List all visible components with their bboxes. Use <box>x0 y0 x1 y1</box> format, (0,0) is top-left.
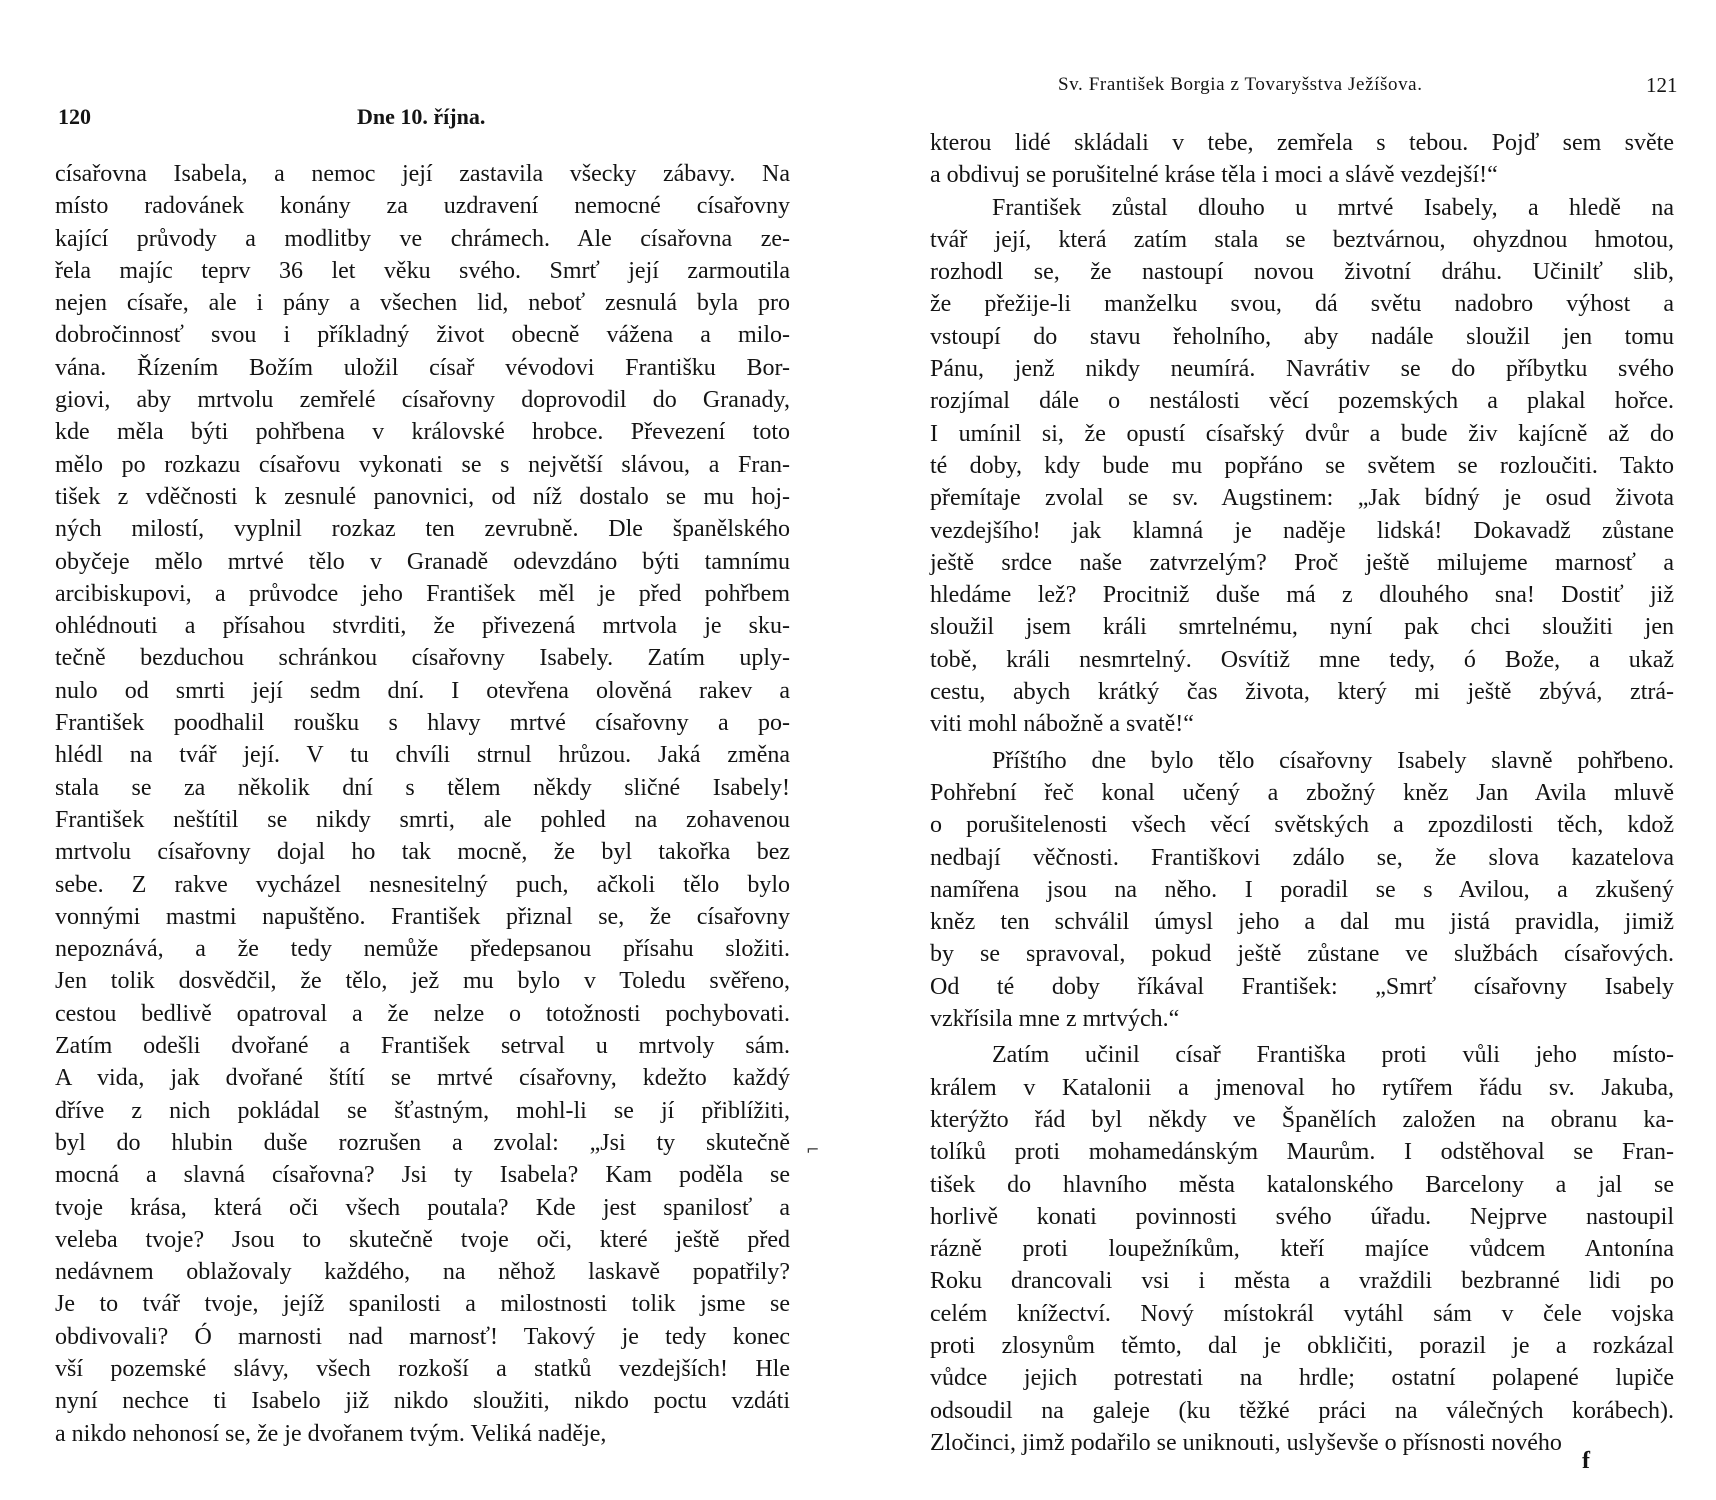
text-line: ohlédnouti a přísahou stvrditi, že přivezená mrtvola je sku- <box>55 613 790 640</box>
text-line: namířena jsou na něho. I poradil se s Avilou, a zkušený <box>930 876 1674 903</box>
text-line: tišek do hlavního města katalonského Barcelony a jal se <box>930 1171 1674 1198</box>
text-line: horlivě konati povinnosti svého úřadu. Nejprve nastoupil <box>930 1203 1674 1230</box>
text-line: rozhodl se, že nastoupí novou životní dráhu. Učinilť slib, <box>930 259 1674 286</box>
text-line: A vida, jak dvořané štítí se mrtvé císařovny, kdežto každý <box>55 1065 790 1092</box>
right-page <box>858 0 1716 1500</box>
margin-mark-icon: ⌐ <box>806 1140 820 1159</box>
text-line: celém knížectví. Nový místokrál vytáhl sám v čele vojska <box>930 1300 1674 1327</box>
text-line: Od té doby říkával František: „Smrť císařovny Isabely <box>930 973 1674 1000</box>
text-line: králem v Katalonii a jmenoval ho rytířem řádu sv. Jakuba, <box>930 1074 1674 1101</box>
text-line: nyní nechce ti Isabelo již nikdo sloužiti, nikdo poctu vzdáti <box>55 1388 790 1415</box>
text-line: Zatím učinil císař Františka proti vůli jeho místo- <box>992 1042 1674 1069</box>
text-line: hledáme lež? Procitniž duše má z dlouhého sna! Dostiť již <box>930 582 1674 609</box>
left-page-text <box>55 158 790 1450</box>
text-line: nedbají věčnosti. Františkovi zdálo se, že slova kazatelova <box>930 844 1674 871</box>
text-line: řela majíc teprv 36 let věku svého. Smrť její zarmoutila <box>55 257 790 284</box>
text-line: dříve z nich pokládal se šťastným, mohl-li se jí přiblížiti, <box>55 1097 790 1124</box>
text-line: ještě srdce naše zatvrzelým? Proč ještě milujeme marnosť a <box>930 549 1674 576</box>
text-line: tišek z vděčnosti k zesnulé panovnici, od níž dostalo se mu hoj- <box>55 483 790 510</box>
text-line: kající průvody a modlitby ve chrámech. Ale císařovna ze- <box>55 225 790 252</box>
text-line: a nikdo nehonosí se, že je dvořanem tvým. Veliká naděje, <box>55 1420 607 1447</box>
text-line: vůdce jejich potrestati na hrdle; ostatní polapené lupiče <box>930 1365 1674 1392</box>
text-line: proti zlosynům těmto, dal je obkličiti, porazil je a rozkázal <box>930 1332 1674 1359</box>
text-line: odsoudil na galeje (ku těžké práci na válečných korábech). <box>930 1397 1674 1424</box>
text-line: veleba tvoje? Jsou to skutečně tvoje oči, které ještě před <box>55 1226 790 1253</box>
text-line: kde měla býti pohřbena v královské hrobce. Převezení toto <box>55 419 790 446</box>
text-line: mělo po rozkazu císařovu vykonati se s největší slávou, a Fran- <box>55 451 790 478</box>
text-line: tolíků proti mohamedánským Maurům. I odstěhoval se Fran- <box>930 1139 1674 1166</box>
text-line: Roku drancovali vsi i města a vraždili bezbranné lidi po <box>930 1268 1674 1295</box>
text-line: vzkřísila mne z mrtvých.“ <box>930 1006 1180 1033</box>
right-page-number: 121 <box>1646 73 1678 97</box>
text-line: I umínil si, že opustí císařský dvůr a bude živ kajícně až do <box>930 420 1674 447</box>
text-line: tečně bezduchou schránkou císařovny Isabely. Zatím uply- <box>55 645 790 672</box>
text-line: nepoznává, a že tedy nemůže předepsanou přísahu složiti. <box>55 936 790 963</box>
text-line: Pánu, jenž nikdy neumírá. Navrátiv se do příbytku svého <box>930 356 1674 383</box>
left-running-head: Dne 10. října. <box>357 104 486 129</box>
text-line: tvář její, která zatím stala se beztvárnou, ohyzdnou hmotou, <box>930 226 1674 253</box>
text-line: tobě, králi nesmrtelný. Osvítiž mne tedy, ó Bože, a ukaž <box>930 646 1674 673</box>
text-line: o porušitelenosti všech věcí světských a zpozdilosti těch, kdož <box>930 812 1674 839</box>
text-line: vána. Řízením Božím uložil císař vévodovi Františku Bor- <box>55 354 790 381</box>
text-line: arcibiskupovi, a průvodce jeho František měl je před pohřbem <box>55 580 790 607</box>
text-line: rázně proti loupežníkům, kteří majíce vůdcem Antonína <box>930 1236 1674 1263</box>
text-line: giovi, aby mrtvolu zemřelé císařovny doprovodil do Granady, <box>55 387 790 414</box>
text-line: vonnými mastmi napuštěno. František přiznal se, že císařovny <box>55 903 790 930</box>
right-running-head: Sv. František Borgia z Tovaryšstva Ježíšova. <box>1058 74 1423 95</box>
text-line: Je to tvář tvoje, jejíž spanilosti a milostnosti tolik jsme se <box>55 1291 790 1318</box>
text-line: Zločinci, jimž podařilo se uniknouti, uslyševše o přísnosti nového <box>930 1429 1562 1456</box>
text-line: by se spravoval, pokud ještě zůstane ve službách císařových. <box>930 941 1674 968</box>
text-line: že přežije-li manželku svou, dá světu nadobro výhost a <box>930 291 1674 318</box>
text-line: rozjímal dále o nestálosti věcí pozemských a plakal hořce. <box>930 388 1674 415</box>
text-line: cestou bedlivě opatroval a že nelze o totožnosti pochybovati. <box>55 1000 790 1027</box>
text-line: Příštího dne bylo tělo císařovny Isabely slavně pohřbeno. <box>992 747 1674 774</box>
text-line: nulo od smrti její sedm dní. I otevřena olověná rakev a <box>55 677 790 704</box>
text-line: František neštítil se nikdy smrti, ale pohled na zohavenou <box>55 806 790 833</box>
text-line: přemítaje zvolal se sv. Augstinem: „Jak bídný je osud života <box>930 485 1674 512</box>
text-line: kterýžto řád byl někdy ve Španělích založen na obranu ka- <box>930 1106 1674 1133</box>
text-line: František zůstal dlouho u mrtvé Isabely, a hledě na <box>992 194 1674 221</box>
text-line: obdivovali? Ó marnosti nad marnosť! Takový je tedy konec <box>55 1323 790 1350</box>
text-line: nedávnem oblažovaly každého, na něhož laskavě popatřily? <box>55 1259 790 1286</box>
left-page-number: 120 <box>58 104 91 129</box>
text-line: kněz ten schválil úmysl jeho a dal mu jistá pravidla, jimiž <box>930 909 1674 936</box>
text-line: vezdejšího! jak klamná je naděje lidská! Dokavadž zůstane <box>930 517 1674 544</box>
text-line: obyčeje mělo mrtvé tělo v Granadě odevzdáno býti tamnímu <box>55 548 790 575</box>
text-line: císařovna Isabela, a nemoc její zastavila všecky zábavy. Na <box>55 161 790 187</box>
text-line: Jen tolik dosvědčil, že tělo, jež mu bylo v Toledu svěřeno, <box>55 968 790 995</box>
text-line: Pohřební řeč konal učený a zbožný kněz Jan Avila mluvě <box>930 779 1674 806</box>
text-line: ných milostí, vyplnil rozkaz ten zevrubně. Dle španělského <box>55 516 790 543</box>
text-line: mrtvolu císařovny dojal ho tak mocně, že byl takořka bez <box>55 839 790 866</box>
text-line: vší pozemské slávy, všech rozkoší a statků vezdejších! Hle <box>55 1355 790 1382</box>
text-line: a obdivuj se porušitelné kráse těla i moci a slávě vezdejší!“ <box>930 162 1498 189</box>
text-line: vstoupí do stavu řeholního, aby nadále sloužil jen tomu <box>930 323 1674 350</box>
text-line: kterou lidé skládali v tebe, zemřela s tebou. Pojď sem světe <box>930 130 1674 156</box>
text-line: dobročinnosť svou i příkladný život obecně vážena a milo- <box>55 322 790 349</box>
text-line: František poodhalil roušku s hlavy mrtvé císařovny a po- <box>55 710 790 737</box>
text-line: viti mohl nábožně a svatě!“ <box>930 711 1194 738</box>
text-line: hlédl na tvář její. V tu chvíli strnul hrůzou. Jaká změna <box>55 742 790 769</box>
text-line: cestu, abych krátký čas života, který mi ještě zbývá, ztrá- <box>930 679 1674 706</box>
text-line: sloužil jsem králi smrtelnému, nyní pak chci sloužiti jen <box>930 614 1674 641</box>
text-line: stala se za několik dní s tělem někdy sličné Isabely! <box>55 774 790 801</box>
text-line: nejen císaře, ale i pány a všechen lid, neboť zesnulá byla pro <box>55 290 790 317</box>
text-line: Zatím odešli dvořané a František setrval u mrtvoly sám. <box>55 1033 790 1060</box>
text-line: mocná a slavná císařovna? Jsi ty Isabela? Kam poděla se <box>55 1162 790 1189</box>
catchword: f <box>1582 1448 1590 1474</box>
text-line: sebe. Z rakve vycházel nesnesitelný puch, ačkoli tělo bylo <box>55 871 790 898</box>
text-line: místo radovánek konány za uzdravení nemocné císařovny <box>55 193 790 220</box>
text-line: tvoje krása, která oči všech poutala? Kde jest spanilosť a <box>55 1194 790 1221</box>
text-line: byl do hlubin duše rozrušen a zvolal: „Jsi ty skutečně <box>55 1129 790 1156</box>
text-line: té doby, kdy bude mu popřáno se světem se rozloučiti. Takto <box>930 452 1674 479</box>
right-page-text <box>930 127 1674 1459</box>
